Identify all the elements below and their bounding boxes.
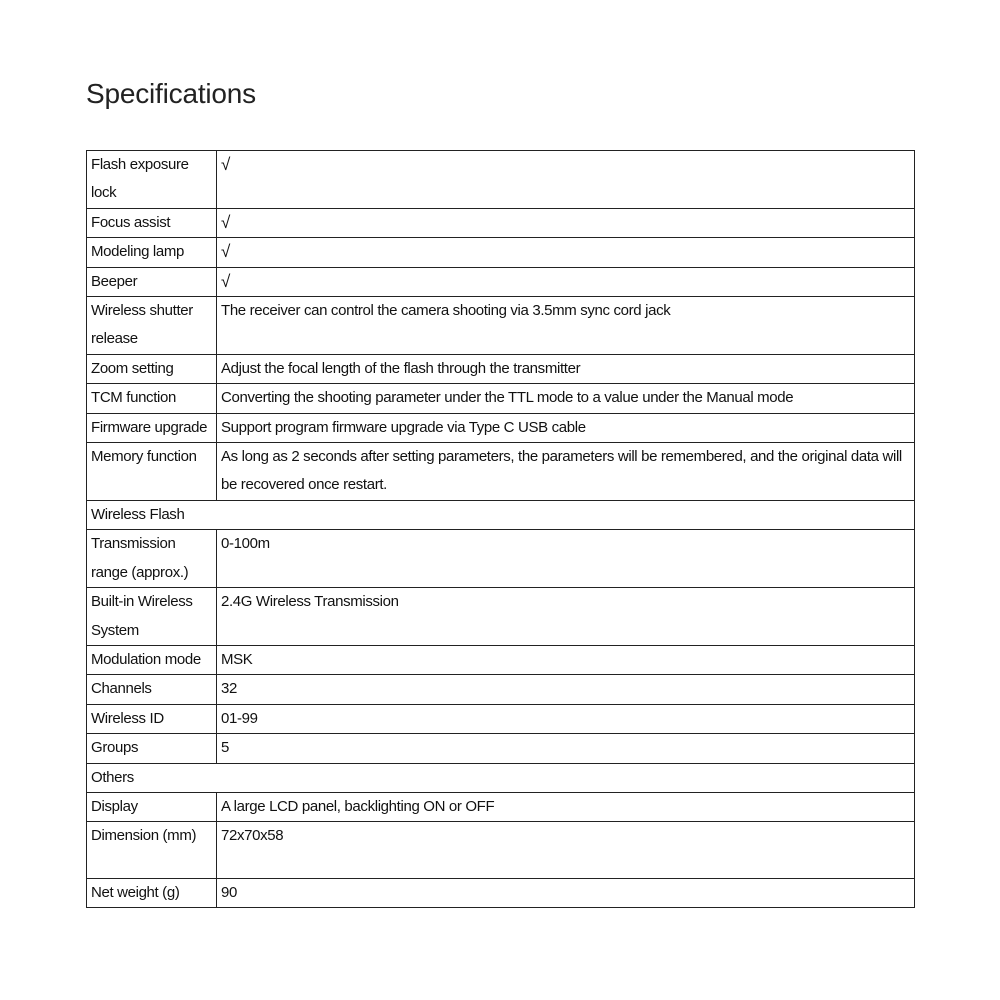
spec-value: Converting the shooting parameter under the TTL mode to a value under the Manual mode xyxy=(217,384,915,413)
spec-label: Flash exposure lock xyxy=(87,151,217,209)
spec-label: TCM function xyxy=(87,384,217,413)
spec-label: Memory function xyxy=(87,443,217,501)
spec-value: 32 xyxy=(217,675,915,704)
checkmark-icon: √ xyxy=(217,151,915,209)
table-row xyxy=(87,704,915,733)
spec-label: Wireless shutter release xyxy=(87,297,217,355)
table-row xyxy=(87,354,915,383)
section-heading: Others xyxy=(87,763,915,792)
spec-label: Firmware upgrade xyxy=(87,413,217,442)
spec-label: Wireless ID xyxy=(87,704,217,733)
table-row xyxy=(87,267,915,296)
table-row xyxy=(87,208,915,237)
spec-label: Focus assist xyxy=(87,208,217,237)
specifications-table xyxy=(86,150,915,908)
spec-label: Beeper xyxy=(87,267,217,296)
table-row xyxy=(87,297,915,355)
table-row xyxy=(87,588,915,646)
table-row xyxy=(87,151,915,209)
spec-label: Modulation mode xyxy=(87,645,217,674)
spec-value: 5 xyxy=(217,734,915,763)
table-row xyxy=(87,530,915,588)
spec-label: Built-in Wireless System xyxy=(87,588,217,646)
checkmark-icon: √ xyxy=(217,238,915,267)
spec-label: Zoom setting xyxy=(87,354,217,383)
checkmark-icon: √ xyxy=(217,208,915,237)
spec-label: Channels xyxy=(87,675,217,704)
spec-value: 0-100m xyxy=(217,530,915,588)
table-row xyxy=(87,792,915,821)
section-row xyxy=(87,500,915,529)
spec-value: 90 xyxy=(217,878,915,907)
spec-value: As long as 2 seconds after setting parameters, the parameters will be remembered, and the original data will be recovered once restart. xyxy=(217,443,915,501)
spec-value: 72x70x58 xyxy=(217,822,915,879)
spec-label: Modeling lamp xyxy=(87,238,217,267)
table-row xyxy=(87,878,915,907)
section-heading: Wireless Flash xyxy=(87,500,915,529)
spec-value: The receiver can control the camera shooting via 3.5mm sync cord jack xyxy=(217,297,915,355)
spec-value: Support program firmware upgrade via Type C USB cable xyxy=(217,413,915,442)
spec-label: Dimension (mm) xyxy=(87,822,217,879)
spec-value: 2.4G Wireless Transmission xyxy=(217,588,915,646)
table-row xyxy=(87,675,915,704)
table-row xyxy=(87,734,915,763)
section-row xyxy=(87,763,915,792)
spec-value: 01-99 xyxy=(217,704,915,733)
page-title: Specifications xyxy=(86,78,256,109)
table-row xyxy=(87,413,915,442)
spec-label: Groups xyxy=(87,734,217,763)
table-row xyxy=(87,645,915,674)
spec-value: Adjust the focal length of the flash through the transmitter xyxy=(217,354,915,383)
spec-label: Net weight (g) xyxy=(87,878,217,907)
table-row xyxy=(87,238,915,267)
checkmark-icon: √ xyxy=(217,267,915,296)
table-row xyxy=(87,822,915,879)
spec-label: Display xyxy=(87,792,217,821)
spec-value: MSK xyxy=(217,645,915,674)
spec-value: A large LCD panel, backlighting ON or OFF xyxy=(217,792,915,821)
table-row xyxy=(87,384,915,413)
table-row xyxy=(87,443,915,501)
spec-label: Transmission range (approx.) xyxy=(87,530,217,588)
